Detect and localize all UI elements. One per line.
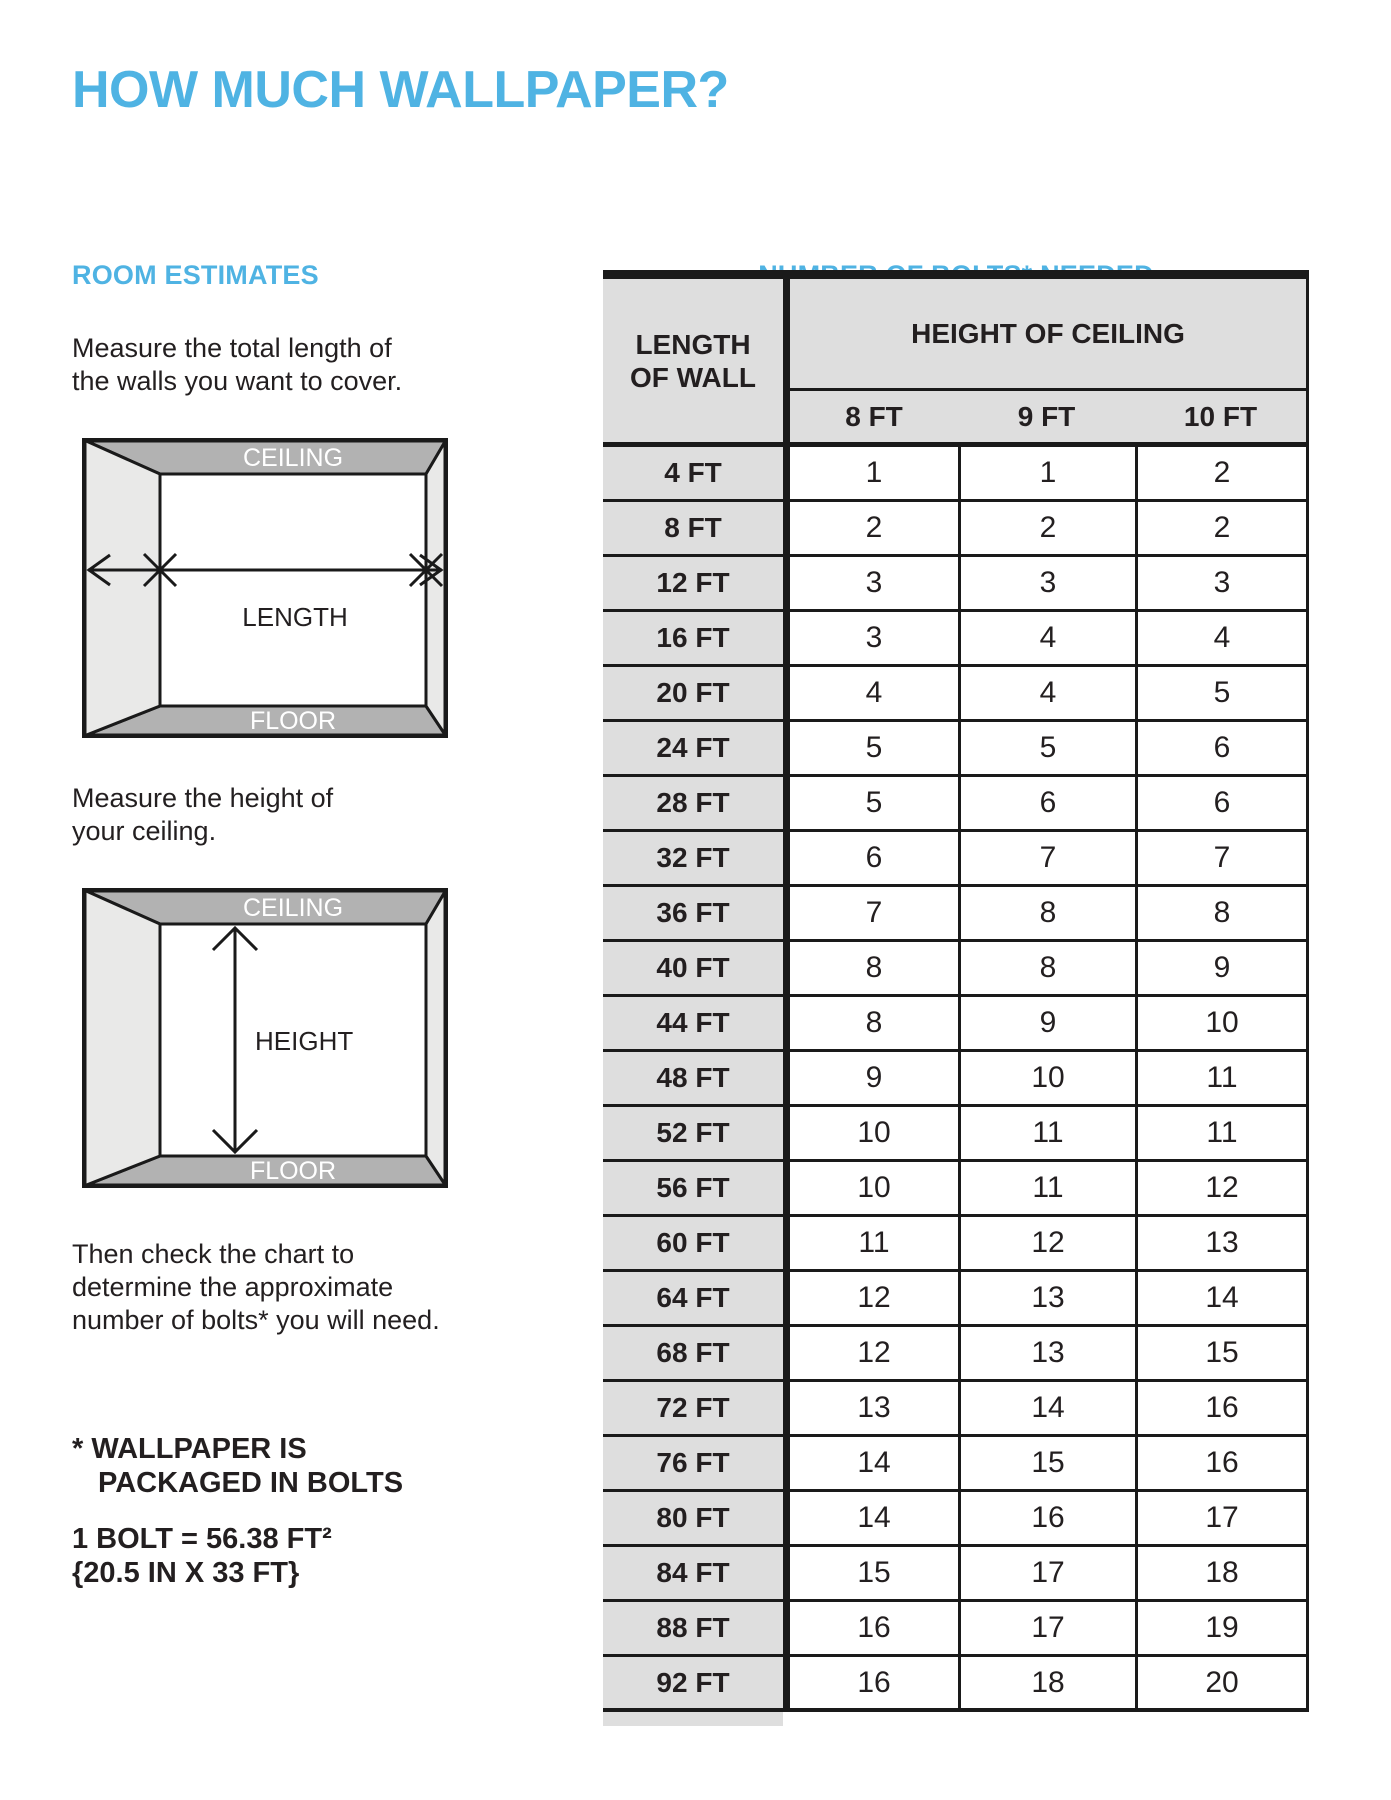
wall-length-header xyxy=(603,279,783,447)
bolt-size-footnote xyxy=(72,1522,332,1590)
bolts-value-10ft: 10 xyxy=(1135,997,1309,1052)
bolts-footnote-line-1: * WALLPAPER IS xyxy=(72,1433,307,1465)
bolts-value-10ft: 20 xyxy=(1135,1657,1309,1712)
left-wall-face xyxy=(84,890,160,1186)
bolts-value-10ft: 3 xyxy=(1135,557,1309,612)
bolts-value-9ft: 14 xyxy=(958,1382,1135,1437)
bolts-value-8ft: 8 xyxy=(783,942,958,997)
floor-label: FLOOR xyxy=(249,1157,337,1185)
bolts-value-10ft: 12 xyxy=(1135,1162,1309,1217)
wall-length-cell: 28 FT xyxy=(603,777,783,832)
bolts-value-10ft: 2 xyxy=(1135,447,1309,502)
wall-length-cell: 4 FT xyxy=(603,447,783,502)
bolts-value-9ft: 1 xyxy=(958,447,1135,502)
wall-length-cell: 20 FT xyxy=(603,667,783,722)
bolts-value-10ft: 11 xyxy=(1135,1107,1309,1162)
bolts-value-10ft: 19 xyxy=(1135,1602,1309,1657)
bolts-value-10ft: 17 xyxy=(1135,1492,1309,1547)
bolts-value-8ft: 6 xyxy=(783,832,958,887)
bolts-value-9ft: 4 xyxy=(958,612,1135,667)
table-footer-stub xyxy=(603,1712,783,1726)
step-3-line-1: Then check the chart to xyxy=(72,1239,355,1269)
bolts-value-10ft: 14 xyxy=(1135,1272,1309,1327)
bolts-value-10ft: 8 xyxy=(1135,887,1309,942)
col-header-8ft: 8 FT xyxy=(783,391,958,447)
bolts-value-10ft: 4 xyxy=(1135,612,1309,667)
wall-length-cell: 88 FT xyxy=(603,1602,783,1657)
wall-length-cell: 52 FT xyxy=(603,1107,783,1162)
room-height-diagram xyxy=(82,888,448,1188)
floor-label: FLOOR xyxy=(249,707,337,735)
wall-length-cell: 16 FT xyxy=(603,612,783,667)
bolts-value-8ft: 16 xyxy=(783,1602,958,1657)
wall-length-cell: 84 FT xyxy=(603,1547,783,1602)
bolts-value-10ft: 16 xyxy=(1135,1382,1309,1437)
bolts-value-8ft: 2 xyxy=(783,502,958,557)
wall-length-cell: 76 FT xyxy=(603,1437,783,1492)
bolts-value-9ft: 12 xyxy=(958,1217,1135,1272)
col-header-10ft: 10 FT xyxy=(1135,391,1309,447)
bolts-value-8ft: 5 xyxy=(783,777,958,832)
bolts-value-9ft: 8 xyxy=(958,942,1135,997)
bolts-value-10ft: 6 xyxy=(1135,777,1309,832)
bolts-value-9ft: 16 xyxy=(958,1492,1135,1547)
bolts-value-10ft: 9 xyxy=(1135,942,1309,997)
bolts-value-8ft: 12 xyxy=(783,1272,958,1327)
wall-length-cell: 12 FT xyxy=(603,557,783,612)
step-1-text xyxy=(72,332,402,398)
bolts-table xyxy=(603,270,1309,1712)
wall-length-header-line-1: LENGTH xyxy=(635,328,751,360)
room-estimates-heading: ROOM ESTIMATES xyxy=(72,260,319,290)
wall-length-cell: 36 FT xyxy=(603,887,783,942)
bolts-value-8ft: 9 xyxy=(783,1052,958,1107)
bolts-value-8ft: 5 xyxy=(783,722,958,777)
wall-length-cell: 8 FT xyxy=(603,502,783,557)
bolts-value-9ft: 8 xyxy=(958,887,1135,942)
wall-length-cell: 48 FT xyxy=(603,1052,783,1107)
bolts-value-9ft: 13 xyxy=(958,1272,1135,1327)
room-length-diagram xyxy=(82,438,448,738)
step-3-text xyxy=(72,1238,440,1337)
bolts-value-10ft: 13 xyxy=(1135,1217,1309,1272)
bolts-value-9ft: 11 xyxy=(958,1107,1135,1162)
wall-length-cell: 64 FT xyxy=(603,1272,783,1327)
bolts-value-8ft: 14 xyxy=(783,1437,958,1492)
step-3-line-3: number of bolts* you will need. xyxy=(72,1305,440,1335)
bolts-value-9ft: 2 xyxy=(958,502,1135,557)
step-1-line-2: the walls you want to cover. xyxy=(72,366,403,396)
bolts-value-9ft: 17 xyxy=(958,1602,1135,1657)
bolts-value-9ft: 13 xyxy=(958,1327,1135,1382)
bolts-value-8ft: 4 xyxy=(783,667,958,722)
bolts-packaging-footnote xyxy=(72,1432,403,1500)
left-wall-face xyxy=(84,440,160,736)
wall-length-cell: 72 FT xyxy=(603,1382,783,1437)
wall-length-cell: 92 FT xyxy=(603,1657,783,1712)
bolts-value-10ft: 15 xyxy=(1135,1327,1309,1382)
step-3-line-2: determine the approximate xyxy=(72,1272,394,1302)
bolts-value-8ft: 15 xyxy=(783,1547,958,1602)
step-1-line-1: Measure the total length of xyxy=(72,333,392,363)
bolts-value-8ft: 1 xyxy=(783,447,958,502)
ceiling-height-header: HEIGHT OF CEILING xyxy=(783,279,1309,391)
bolts-value-8ft: 13 xyxy=(783,1382,958,1437)
wall-length-cell: 24 FT xyxy=(603,722,783,777)
height-label: HEIGHT xyxy=(255,1026,354,1056)
bolts-value-8ft: 7 xyxy=(783,887,958,942)
ceiling-label: CEILING xyxy=(242,894,344,922)
bolts-value-9ft: 9 xyxy=(958,997,1135,1052)
step-2-line-1: Measure the height of xyxy=(72,783,334,813)
bolts-value-9ft: 6 xyxy=(958,777,1135,832)
bolts-value-10ft: 18 xyxy=(1135,1547,1309,1602)
bolts-value-8ft: 10 xyxy=(783,1162,958,1217)
step-2-line-2: your ceiling. xyxy=(72,816,217,846)
back-wall-face xyxy=(160,474,426,706)
bolts-value-8ft: 12 xyxy=(783,1327,958,1382)
bolts-value-8ft: 14 xyxy=(783,1492,958,1547)
bolts-value-10ft: 5 xyxy=(1135,667,1309,722)
bolts-value-8ft: 10 xyxy=(783,1107,958,1162)
bolts-value-9ft: 7 xyxy=(958,832,1135,887)
wall-length-header-line-2: OF WALL xyxy=(630,361,756,393)
bolts-value-10ft: 2 xyxy=(1135,502,1309,557)
bolts-value-8ft: 3 xyxy=(783,557,958,612)
page-title: HOW MUCH WALLPAPER? xyxy=(72,61,729,119)
col-header-9ft: 9 FT xyxy=(958,391,1135,447)
bolts-value-10ft: 11 xyxy=(1135,1052,1309,1107)
bolts-value-8ft: 16 xyxy=(783,1657,958,1712)
bolt-size-line-1: 1 BOLT = 56.38 FT² xyxy=(72,1523,332,1555)
bolt-size-line-2: {20.5 IN X 33 FT} xyxy=(72,1557,300,1589)
step-2-text xyxy=(72,782,333,848)
length-label: LENGTH xyxy=(242,602,348,632)
bolts-value-9ft: 17 xyxy=(958,1547,1135,1602)
bolts-value-10ft: 6 xyxy=(1135,722,1309,777)
bolts-value-8ft: 3 xyxy=(783,612,958,667)
bolts-value-10ft: 7 xyxy=(1135,832,1309,887)
wall-length-cell: 40 FT xyxy=(603,942,783,997)
ceiling-label: CEILING xyxy=(242,444,344,472)
bolts-value-8ft: 8 xyxy=(783,997,958,1052)
bolts-value-9ft: 3 xyxy=(958,557,1135,612)
bolts-value-10ft: 16 xyxy=(1135,1437,1309,1492)
bolts-value-9ft: 5 xyxy=(958,722,1135,777)
wall-length-cell: 32 FT xyxy=(603,832,783,887)
wall-length-cell: 80 FT xyxy=(603,1492,783,1547)
bolts-value-9ft: 15 xyxy=(958,1437,1135,1492)
bolts-value-9ft: 10 xyxy=(958,1052,1135,1107)
wall-length-cell: 68 FT xyxy=(603,1327,783,1382)
bolts-footnote-line-2: PACKAGED IN BOLTS xyxy=(98,1467,404,1499)
wall-length-cell: 60 FT xyxy=(603,1217,783,1272)
bolts-value-8ft: 11 xyxy=(783,1217,958,1272)
bolts-value-9ft: 18 xyxy=(958,1657,1135,1712)
bolts-value-9ft: 11 xyxy=(958,1162,1135,1217)
right-wall-face xyxy=(426,890,446,1186)
right-wall-face xyxy=(426,440,446,736)
wall-length-cell: 44 FT xyxy=(603,997,783,1052)
wall-length-cell: 56 FT xyxy=(603,1162,783,1217)
bolts-value-9ft: 4 xyxy=(958,667,1135,722)
